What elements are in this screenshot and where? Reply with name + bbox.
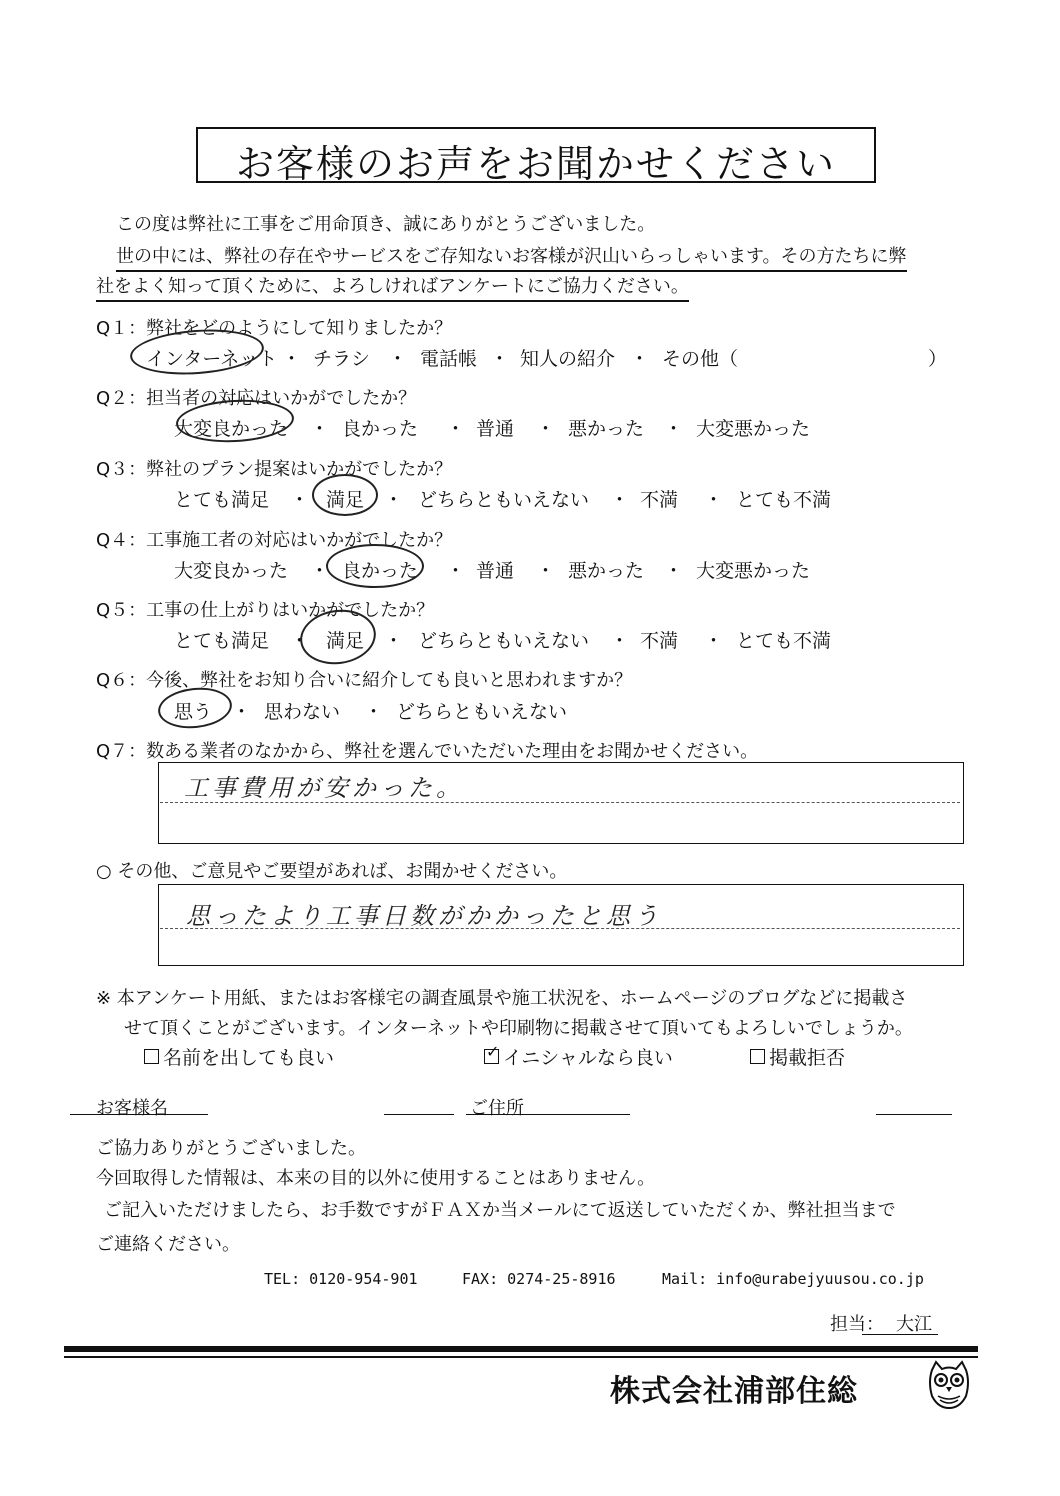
consent-option-1[interactable] bbox=[144, 1043, 334, 1070]
q2-label: Q２：担当者の対応はいかがでしたか？ bbox=[96, 388, 417, 409]
separator: ・ bbox=[388, 348, 408, 370]
separator: ・ bbox=[536, 560, 556, 582]
q2-option-3[interactable]: 普通 bbox=[476, 418, 515, 440]
separator: ・ bbox=[446, 560, 466, 582]
q6-option-3[interactable]: どちらともいえない bbox=[396, 701, 568, 723]
contact-fax: FAX: 0274-25-8916 bbox=[462, 1270, 616, 1288]
separator: ・ bbox=[232, 701, 252, 723]
name-field-line[interactable] bbox=[384, 1114, 454, 1115]
closing-line-2: 今回取得した情報は、本来の目的以外に使用することはありません。 bbox=[96, 1168, 656, 1189]
staff-name: 大江 bbox=[896, 1314, 932, 1335]
q6-option-1[interactable]: 思う bbox=[174, 701, 213, 723]
separator: ・ bbox=[384, 489, 404, 511]
separator: ・ bbox=[704, 489, 724, 511]
q5-option-2[interactable]: 満足 bbox=[326, 630, 365, 652]
consent-option-2[interactable] bbox=[484, 1043, 673, 1070]
consent-label: イニシャルなら良い bbox=[503, 1047, 673, 1069]
q2-option-2[interactable]: 良かった bbox=[342, 418, 419, 440]
q1-label: Q１：弊社をどのようにして知りましたか？ bbox=[96, 318, 453, 339]
consent-label: 掲載拒否 bbox=[769, 1047, 846, 1069]
owl-icon bbox=[926, 1360, 972, 1410]
q4-option-3[interactable]: 普通 bbox=[476, 560, 515, 582]
q1-option-5[interactable]: その他（ bbox=[662, 348, 739, 370]
separator: ・ bbox=[446, 418, 466, 440]
staff-label: 担当： bbox=[830, 1314, 884, 1335]
company-name: 株式会社浦部住総 bbox=[610, 1374, 858, 1409]
page-title: お客様のお声をお聞かせください bbox=[235, 142, 836, 186]
q7-answer-text: 工事費用が安かった。 bbox=[184, 774, 464, 802]
q4-option-1[interactable]: 大変良かった bbox=[174, 560, 289, 582]
separator: ・ bbox=[664, 418, 684, 440]
separator: ・ bbox=[664, 560, 684, 582]
separator: ・ bbox=[310, 418, 330, 440]
contact-mail[interactable]: Mail: info@urabejyuusou.co.jp bbox=[662, 1270, 924, 1288]
q3-option-2[interactable]: 満足 bbox=[326, 489, 365, 511]
q4-label: Q４：工事施工者の対応はいかがでしたか？ bbox=[96, 530, 453, 551]
closing-line-1: ご協力ありがとうございました。 bbox=[96, 1138, 366, 1159]
checkbox-icon[interactable] bbox=[144, 1049, 159, 1064]
q2-option-4[interactable]: 悪かった bbox=[568, 418, 645, 440]
notice-line-2: せて頂くことがございます。インターネットや印刷物に掲載させて頂いてもよろしいでしょうか。 bbox=[124, 1018, 913, 1039]
q5-option-3[interactable]: どちらともいえない bbox=[418, 630, 590, 652]
address-label: ご住所 bbox=[470, 1098, 524, 1119]
answer-circle bbox=[312, 474, 378, 516]
separator: ・ bbox=[704, 630, 724, 652]
q3-option-3[interactable]: どちらともいえない bbox=[418, 489, 590, 511]
other-label: ○ その他、ご意見やご要望があれば、お聞かせください。 bbox=[96, 861, 568, 882]
separator: ・ bbox=[384, 630, 404, 652]
q5-option-4[interactable]: 不満 bbox=[640, 630, 679, 652]
consent-label: 名前を出しても良い bbox=[163, 1047, 335, 1069]
q3-label: Q３：弊社のプラン提案はいかがでしたか？ bbox=[96, 459, 453, 480]
consent-option-3[interactable] bbox=[750, 1043, 845, 1070]
closing-line-4: ご連絡ください。 bbox=[96, 1234, 240, 1255]
footer-thin-bar bbox=[64, 1356, 978, 1358]
title-box bbox=[196, 127, 876, 186]
q2-option-1[interactable]: 大変良かった bbox=[174, 418, 289, 440]
q1-option-1[interactable]: インターネット bbox=[146, 348, 278, 370]
address-field-line[interactable] bbox=[876, 1114, 952, 1115]
address-underline bbox=[466, 1114, 630, 1115]
answer-circle bbox=[326, 544, 424, 588]
q4-option-5[interactable]: 大変悪かった bbox=[696, 560, 811, 582]
q6-option-2[interactable]: 思わない bbox=[264, 701, 341, 723]
separator: ・ bbox=[610, 630, 630, 652]
q7-label: Q７：数ある業者のなかから、弊社を選んでいただいた理由をお聞かせください。 bbox=[96, 741, 759, 762]
checkbox-checked-icon[interactable]: ✓ bbox=[484, 1049, 499, 1064]
contact-tel: TEL: 0120-954-901 bbox=[264, 1270, 418, 1288]
q1-option-3[interactable]: 電話帳 bbox=[420, 348, 478, 370]
other-answer-text: 思ったより工事日数がかかったと思う bbox=[186, 902, 662, 930]
q3-option-4[interactable]: 不満 bbox=[640, 489, 679, 511]
separator: ・ bbox=[290, 630, 310, 652]
q4-option-2[interactable]: 良かった bbox=[342, 560, 419, 582]
footer-thick-bar bbox=[64, 1346, 978, 1352]
q2-option-5[interactable]: 大変悪かった bbox=[696, 418, 811, 440]
separator: ・ bbox=[490, 348, 510, 370]
separator: ・ bbox=[610, 489, 630, 511]
checkbox-icon[interactable] bbox=[750, 1049, 765, 1064]
staff-underline bbox=[862, 1334, 938, 1335]
q6-label: Q６：今後、弊社をお知り合いに紹介しても良いと思われますか？ bbox=[96, 670, 633, 691]
q1-option-2[interactable]: チラシ bbox=[313, 348, 371, 370]
name-underline bbox=[70, 1114, 208, 1115]
separator: ・ bbox=[536, 418, 556, 440]
q4-option-4[interactable]: 悪かった bbox=[568, 560, 645, 582]
separator: ・ bbox=[310, 560, 330, 582]
intro-line-2: 世の中には、弊社の存在やサービスをご存知ないお客様が沢山いらっしゃいます。その方たちに弊 bbox=[116, 242, 907, 272]
q1-option-4[interactable]: 知人の紹介 bbox=[520, 348, 616, 370]
customer-name-label: お客様名 bbox=[96, 1098, 168, 1119]
q5-label: Q５：工事の仕上がりはいかがでしたか？ bbox=[96, 600, 435, 621]
q5-option-1[interactable]: とても満足 bbox=[174, 630, 270, 652]
q3-option-5[interactable]: とても不満 bbox=[736, 489, 832, 511]
intro-line-3: 社をよく知って頂くために、よろしければアンケートにご協力ください。 bbox=[96, 272, 689, 302]
separator: ・ bbox=[364, 701, 384, 723]
intro-line-1: この度は弊社に工事をご用命頂き、誠にありがとうございました。 bbox=[116, 214, 656, 235]
notice-line-1: ※ 本アンケート用紙、またはお客様宅の調査風景や施工状況を、ホームページのブログなどに掲載さ bbox=[96, 988, 908, 1009]
separator: ・ bbox=[290, 489, 310, 511]
q1-option-5-close: ） bbox=[928, 348, 948, 370]
q5-option-5[interactable]: とても不満 bbox=[736, 630, 832, 652]
q3-option-1[interactable]: とても満足 bbox=[174, 489, 270, 511]
separator: ・ bbox=[282, 348, 302, 370]
closing-line-3: ご記入いただけましたら、お手数ですがＦＡＸか当メールにて返送していただくか、弊社担当まで bbox=[104, 1200, 896, 1221]
separator: ・ bbox=[630, 348, 650, 370]
